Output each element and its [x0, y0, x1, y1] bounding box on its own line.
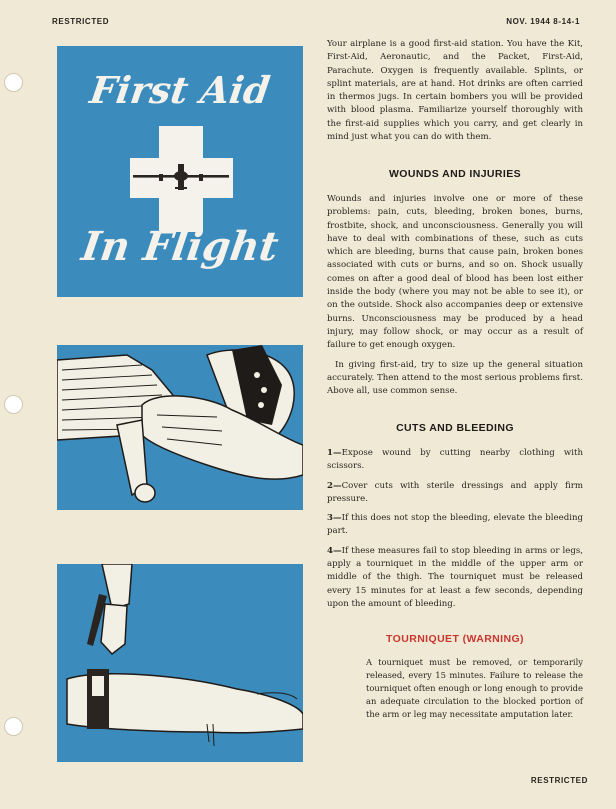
heading-wounds: WOUNDS AND INJURIES [388, 168, 522, 180]
airplane-icon [129, 160, 233, 196]
intro-paragraph: Your airplane is a good first-aid station. You have the Kit, First-Aid, Aeronautic, and the Packet, First-Aid, Parachute. Oxygen is frequently available. Splints, or splint materials, are at hand. Hot drinks are often carried in thermos jugs. In certain bombers you will be provided with blood plasma. Familiarize yourself thoroughly with the first-aid supplies which you carry, and get clearly in mind just what you can do with them. [327, 39, 583, 143]
binder-hole [4, 395, 23, 414]
wounds-paragraph: Wounds and injuries involve one or more of these problems: pain, cuts, bleeding, broken bones, burns, frostbite, shock, and unconsciousness. Generally you will have to deal with combinations of these, such as cuts which are bleeding, burns that cause pain, broken bones associated with cuts or burns, and so on. Shock usually comes on after a good deal of blood has been lost either inside the body (where you may not be able to see it), or on the outside. Shock also accompanies deep or extensive burns. Unconsciousness may be produced by a head injury, may follow shock, or may occur as a result of failure to get enough oxygen. [327, 194, 583, 351]
header-date-code: NOV. 1944 8-14-1 [506, 17, 580, 26]
header-classification: RESTRICTED [52, 17, 110, 26]
heading-tourniquet-warning: TOURNIQUET (WARNING) [386, 633, 524, 645]
wounds-paragraph-2: In giving first-aid, try to size up the general situation accurately. Then attend to the most serious problems first. Above all, use common sense. [327, 359, 583, 397]
step-3: 3—If this does not stop the bleeding, elevate the bleeding part. [327, 513, 583, 537]
wounds-section [327, 193, 583, 404]
title-first-aid: First Aid [87, 68, 273, 112]
title-in-flight: In Flight [78, 223, 282, 270]
illustration-tourniquet [57, 564, 303, 762]
footer-classification: RESTRICTED [530, 776, 588, 785]
title-panel [57, 46, 303, 297]
tourniquet-warning-text: A tourniquet must be removed, or temporarily released, every 15 minutes. Failure to release the tourniquet often enough or long enough to provide an adequate circulation to the blocked portion of the arm or leg may necessitate amputation later. [366, 657, 583, 719]
step-1: 1—Expose wound by cutting nearby clothing with scissors. [327, 448, 583, 472]
illustration-pressure-dressing [57, 345, 303, 510]
binder-hole [4, 73, 23, 92]
heading-cuts: CUTS AND BLEEDING [396, 422, 514, 434]
step-2: 2—Cover cuts with sterile dressings and apply firm pressure. [327, 480, 583, 504]
cuts-steps [327, 447, 583, 617]
step-4: 4—If these measures fail to stop bleeding in arms or legs, apply a tourniquet in the middle of the upper arm or middle of the thigh. The tourniquet must be released every 15 minutes for at least a few seconds, depending upon the amount of bleeding. [327, 545, 583, 609]
binder-hole [4, 717, 23, 736]
